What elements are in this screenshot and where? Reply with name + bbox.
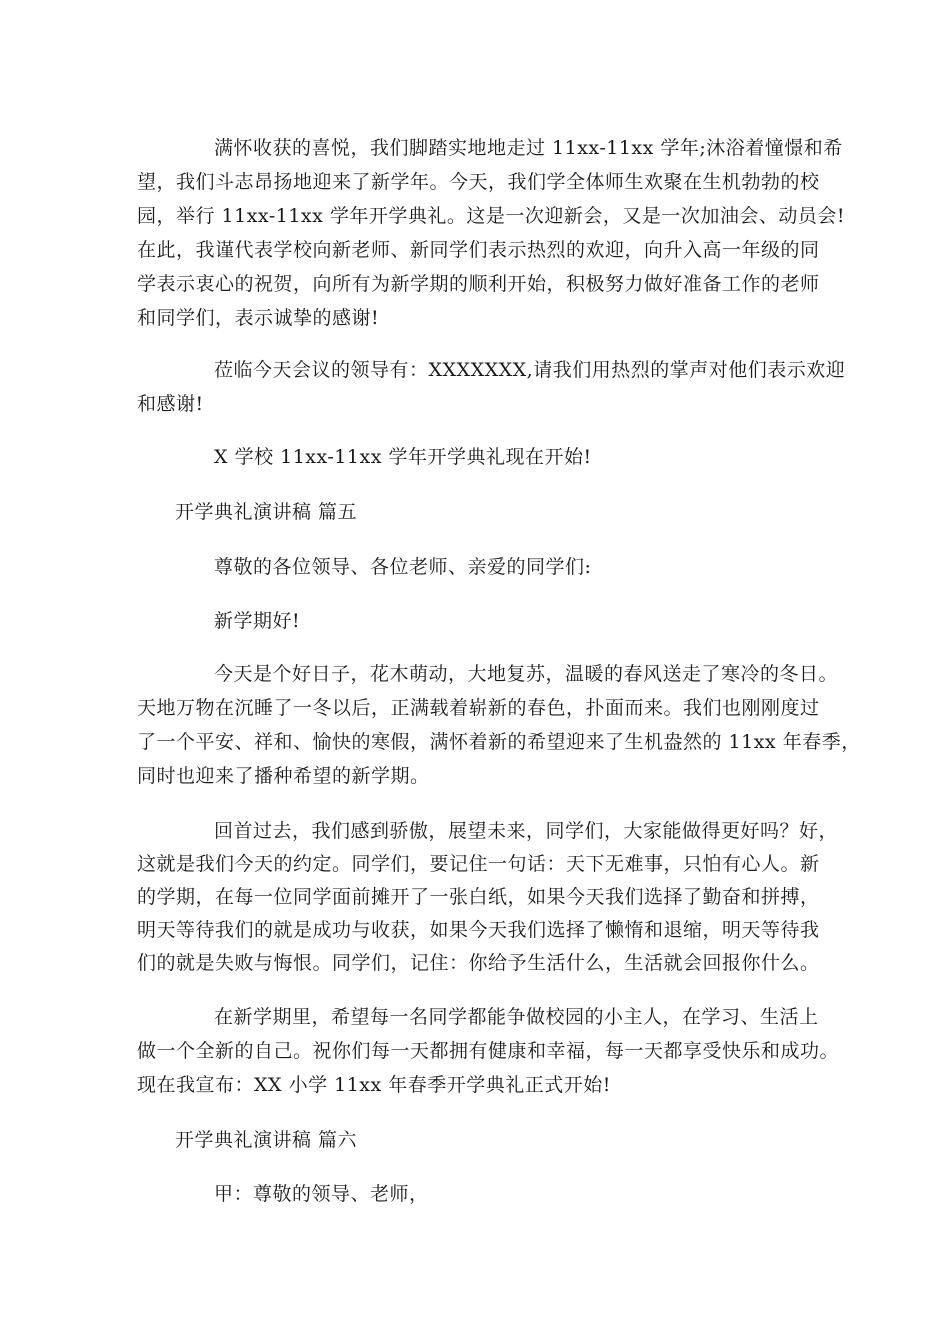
text-line: 在此，我谨代表学校向新老师、新同学们表示热烈的欢迎，向升入高一年级的同 [137,239,820,261]
text-line: 现在我宣布：XX 小学 11xx 年春季开学典礼正式开始! [137,1074,611,1096]
section-heading-6: 开学典礼演讲稿 篇六 [175,1129,358,1151]
text-line: 明天等待我们的就是成功与收获，如果今天我们选择了懒惰和退缩，明天等待我 [137,919,820,941]
text-line: 和感谢! [137,393,204,415]
text-line: X 学校 11xx-11xx 学年开学典礼现在开始! [214,446,592,468]
text-line: 园，举行 11xx-11xx 学年开学典礼。这是一次迎新会，又是一次加油会、动员会! [137,205,846,227]
text-line: 莅临今天会议的领导有：XXXXXXX,请我们用热烈的掌声对他们表示欢迎 [214,359,846,381]
text-line: 在新学期里，希望每一名同学都能争做校园的小主人，在学习、生活上 [214,1006,819,1028]
text-line: 做一个全新的自己。祝你们每一天都拥有健康和幸福，每一天都享受快乐和成功。 [137,1040,840,1062]
text-line: 望，我们斗志昂扬地迎来了新学年。今天，我们学全体师生欢聚在生机勃勃的校 [137,171,820,193]
text-line: 今天是个好日子，花木萌动，大地复苏，温暖的春风送走了寒冷的冬日。 [214,663,839,685]
text-line: 同时也迎来了播种希望的新学期。 [137,765,430,787]
text-line: 了一个平安、祥和、愉快的寒假，满怀着新的希望迎来了生机盎然的 11xx 年春季， [137,731,861,753]
text-line: 天地万物在沉睡了一冬以后，正满载着崭新的春色，扑面而来。我们也刚刚度过 [137,697,820,719]
text-line: 这就是我们今天的约定。同学们，要记住一句话：天下无难事，只怕有心人。新 [137,853,820,875]
text-line: 尊敬的各位领导、各位老师、亲爱的同学们: [214,556,592,578]
text-line: 和同学们，表示诚挚的感谢! [137,307,380,329]
text-line: 的学期，在每一位同学面前摊开了一张白纸，如果今天我们选择了勤奋和拼搏， [137,886,820,908]
text-line: 甲：尊敬的领导、老师， [214,1183,429,1205]
text-line: 回首过去，我们感到骄傲，展望未来，同学们，大家能做得更好吗？好， [214,820,839,842]
section-heading-5: 开学典礼演讲稿 篇五 [175,501,358,523]
text-line: 学表示衷心的祝贺，向所有为新学期的顺利开始，积极努力做好准备工作的老师 [137,273,820,295]
text-line: 新学期好! [214,610,301,632]
text-line: 们的就是失败与悔恨。同学们，记住：你给予生活什么，生活就会回报你什么。 [137,952,820,974]
text-line: 满怀收获的喜悦，我们脚踏实地地走过 11xx-11xx 学年;沐浴着憧憬和希 [214,137,843,159]
